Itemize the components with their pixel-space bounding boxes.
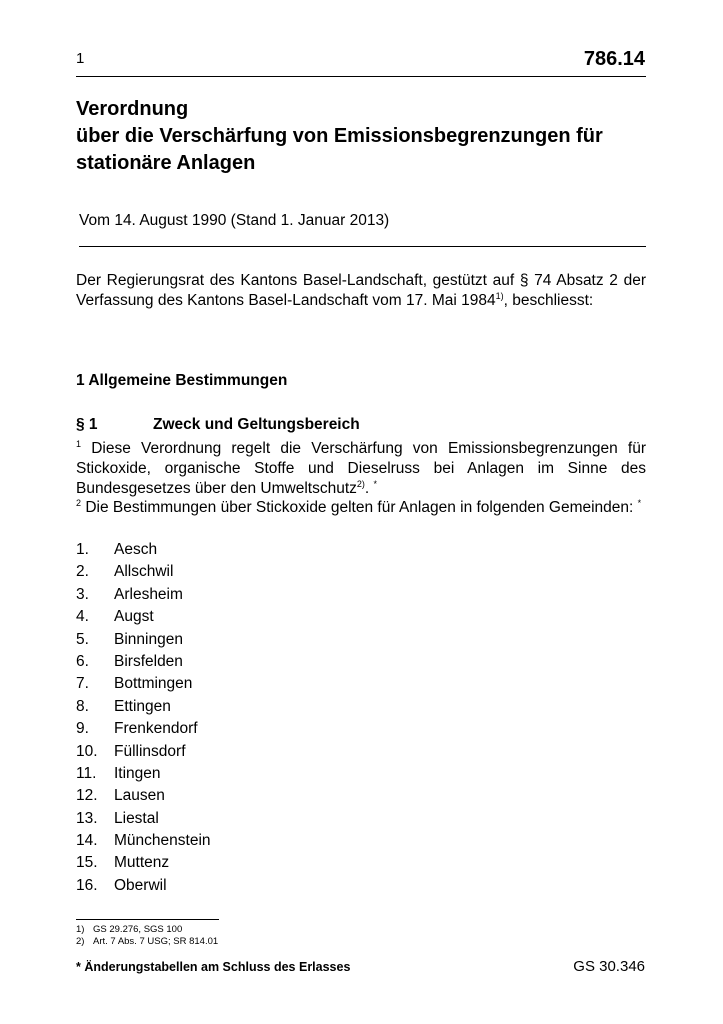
footnote-label: 1) [76,924,85,935]
list-item-number: 1. [76,541,89,558]
list-item-name: Oberwil [114,876,167,894]
page-number: 1 [76,50,85,67]
paragraph-title: Zweck und Geltungsbereich [153,416,360,433]
list-item [76,584,211,606]
list-item-number: 5. [76,630,89,648]
list-item [76,830,211,852]
footnote-text: Art. 7 Abs. 7 USG; SR 814.01 [93,935,219,947]
list-item [76,808,211,830]
list-item-name: Itingen [114,764,161,782]
paragraph-abs-1 [76,439,646,499]
amendment-star: * [373,478,378,489]
list-item-number: 15. [76,854,98,872]
list-item [76,741,211,763]
amendment-star: * [637,497,642,508]
abs-1-text-end: . [364,480,374,497]
preamble-text-end: , beschliesst: [503,292,594,309]
list-item-name: Bottmingen [114,675,193,693]
list-item [76,606,211,628]
list-item-number: 14. [76,832,98,850]
document-code: 786.14 [583,48,645,70]
list-item-name: Aesch [114,541,158,558]
list-item-number: 11. [76,764,97,782]
abs-marker-1: 1 [76,438,82,449]
list-item-number: 13. [76,809,98,827]
title-line-1: Verordnung [76,98,189,120]
paragraph-heading [76,416,360,434]
list-item-name: Muttenz [114,854,170,872]
document-title [76,96,646,177]
paragraph-abs-2 [76,498,646,518]
list-item-name: Lausen [114,787,165,805]
enactment-date: Vom 14. August 1990 (Stand 1. Januar 2013) [79,212,390,229]
list-item-name: Allschwil [114,563,174,581]
list-item-name: Ettingen [114,697,171,715]
footnote-text: GS 29.276, SGS 100 [93,924,183,935]
list-item [76,561,211,583]
list-item [76,651,211,673]
section-heading: 1 Allgemeine Bestimmungen [76,372,288,389]
municipality-list [76,539,211,897]
list-item-number: 10. [76,742,98,760]
list-item [76,629,211,651]
list-item [76,696,211,718]
title-line-2: über die Verschärfung von Emissionsbegrenzungen für [76,125,603,147]
footnote [76,924,218,936]
gazette-reference: GS 30.346 [573,958,645,975]
footnotes [76,924,218,947]
list-item [76,539,211,561]
list-item-name: Füllinsdorf [114,742,186,760]
list-item-name: Binningen [114,630,183,648]
list-item-name: Arlesheim [114,585,183,603]
abs-marker-2: 2 [76,497,82,508]
list-item-number: 9. [76,720,89,738]
list-item-name: Birsfelden [114,652,183,670]
footnote-label: 2) [76,935,85,947]
date-divider [79,246,646,247]
list-item [76,852,211,874]
list-item-name: Augst [114,608,154,626]
list-item-number: 2. [76,563,89,581]
list-item [76,763,211,785]
footnote-ref-1[interactable]: 1) [495,290,504,301]
amendment-note: * Änderungstabellen am Schluss des Erlasses [76,960,351,974]
footnote-ref-2[interactable]: 2) [356,478,365,489]
abs-1-text: Diese Verordnung regelt die Verschärfung von Emissionsbegrenzungen für Stickoxide, organische Stoffe und Dieselruss bei Anlagen im Sinne des Bundesgesetzes über den Umweltschutz [76,440,646,497]
paragraph-number: § 1 [76,416,98,433]
list-item-name: Münchenstein [114,832,211,850]
list-item [76,785,211,807]
list-item-name: Liestal [114,809,159,827]
list-item-name: Frenkendorf [114,720,198,738]
list-item-number: 6. [76,652,89,670]
title-line-3: stationäre Anlagen [76,152,256,174]
footnote [76,936,218,948]
list-item [76,718,211,740]
list-item [76,875,211,897]
abs-2-text: Die Bestimmungen über Stickoxide gelten für Anlagen in folgenden Gemeinden: [85,499,638,516]
list-item-number: 4. [76,608,89,626]
list-item-number: 7. [76,675,89,693]
preamble-text: Der Regierungsrat des Kantons Basel-Landschaft, gestützt auf § 74 Absatz 2 der Verfassung des Kantons Basel-Landschaft vom 17. Mai 1984 [76,272,646,309]
header-divider [76,76,646,77]
footnote-divider [76,919,219,920]
list-item-number: 16. [76,876,98,894]
list-item-number: 8. [76,697,89,715]
preamble [76,271,646,311]
list-item [76,673,211,695]
list-item-number: 12. [76,787,98,805]
list-item-number: 3. [76,585,89,603]
